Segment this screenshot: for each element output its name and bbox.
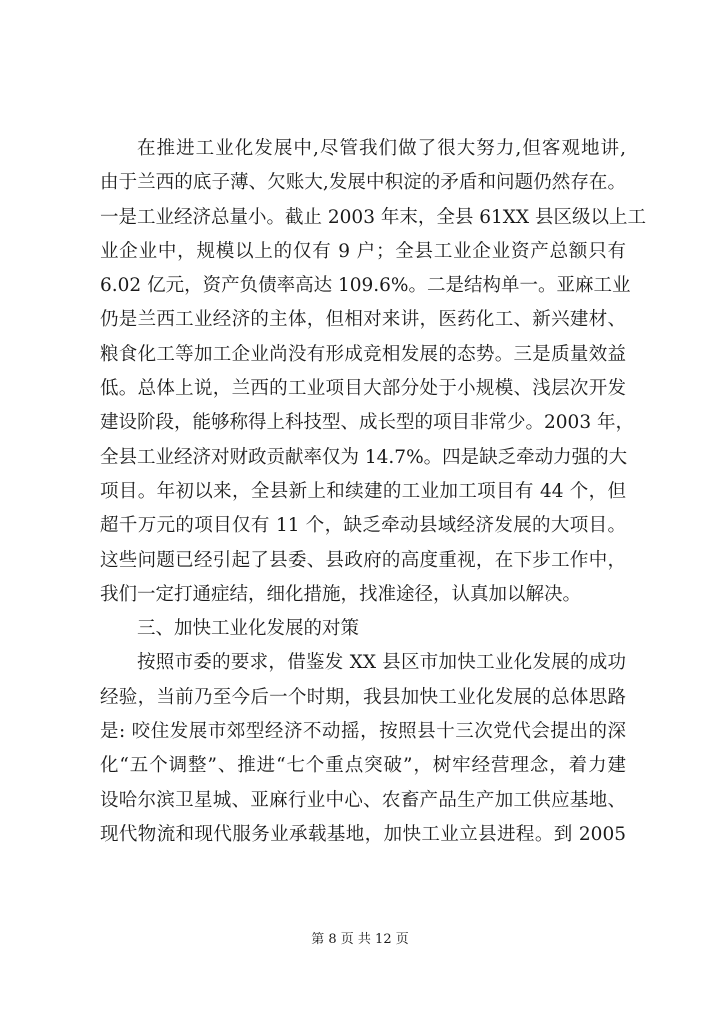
text-line: 建设阶段，能够称得上科技型、成长型的项目非常少。2003 年， — [100, 412, 634, 434]
text-line: 项目。年初以来，全县新上和续建的工业加工项目有 44 个，但 — [100, 480, 626, 502]
text-line: 现代物流和现代服务业承载基地，加快工业立县进程。到 2005 — [100, 823, 626, 845]
section-heading: 三、加快工业化发展的对策 — [137, 618, 360, 640]
page-footer — [0, 930, 720, 950]
text-line: 按照市委的要求，借鉴发 XX 县区市加快工业化发展的成功 — [137, 652, 626, 674]
text-line: 设哈尔滨卫星城、亚麻行业中心、农畜产品生产加工供应基地、 — [100, 789, 626, 811]
text-line: 全县工业经济对财政贡献率仅为 14.7%。四是缺乏牵动力强的大 — [100, 446, 628, 468]
page-number-label: 第 8 页 共 12 页 — [311, 932, 409, 947]
text-line: 粮食化工等加工企业尚没有形成竞相发展的态势。三是质量效益 — [100, 343, 626, 365]
text-line: 是: 咬住发展市郊型经济不动摇，按照县十三次党代会提出的深 — [100, 721, 626, 743]
text-line: 经验，当前乃至今后一个时期，我县加快工业化发展的总体思路 — [100, 686, 626, 708]
text-line: 仍是兰西工业经济的主体，但相对来讲，医药化工、新兴建材、 — [100, 309, 626, 331]
text-line: 在推进工业化发展中,尽管我们做了很大努力,但客观地讲, — [137, 138, 626, 159]
text-line: 由于兰西的底子薄、欠账大,发展中积淀的矛盾和问题仍然存在。 — [100, 172, 626, 194]
text-line: 超千万元的项目仅有 11 个，缺乏牵动县域经济发展的大项目。 — [100, 515, 626, 537]
text-line: 业企业中，规模以上的仅有 9 户；全县工业企业资产总额只有 — [100, 240, 626, 262]
document-body — [100, 132, 646, 852]
text-line: 化“五个调整”、推进“七个重点突破”，树牢经营理念，着力建 — [100, 755, 626, 777]
text-line: 6.02 亿元，资产负债率高达 109.6%。二是结构单一。亚麻工业 — [100, 275, 631, 297]
text-line: 低。总体上说，兰西的工业项目大部分处于小规模、浅层次开发 — [100, 378, 626, 400]
text-line: 我们一定打通症结，细化措施，找准途径，认真加以解决。 — [100, 583, 582, 605]
text-line: 这些问题已经引起了县委、县政府的高度重视，在下步工作中， — [100, 549, 626, 571]
text-line: 一是工业经济总量小。截止 2003 年末，全县 61XX 县区级以上工 — [100, 206, 646, 228]
